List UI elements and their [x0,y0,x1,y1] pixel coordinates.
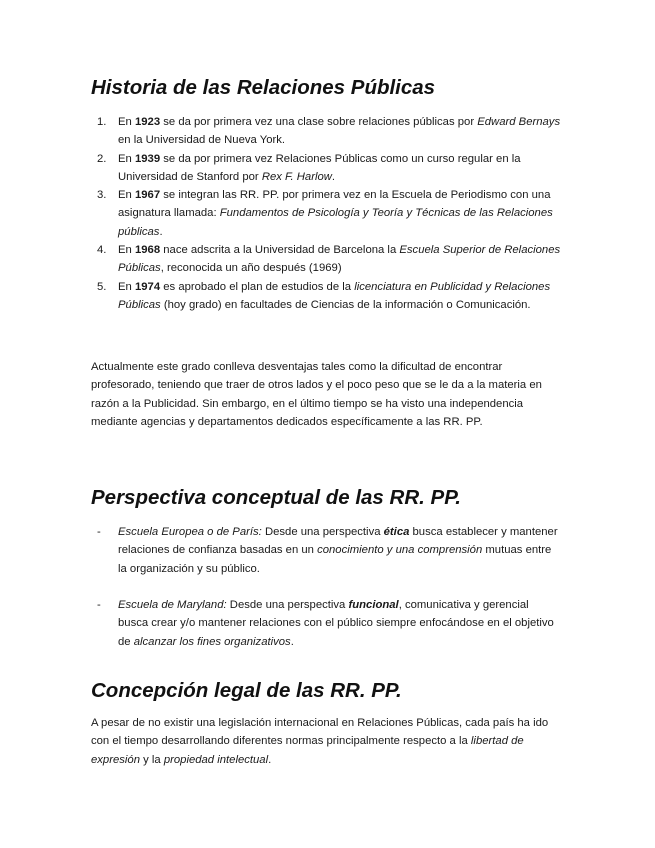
dash-bullet: - [97,526,101,538]
school-name: Escuela de Maryland: [118,599,227,612]
degree-name: licenciatura en Publicidad y Relaciones Públicas [118,280,551,311]
year: 1968 [134,244,161,257]
list-item: 4. En 1968 nace adscrita a la Universidad de Barcelona la Escuela Superior de Relaciones Públicas, reconocida un año después (1969) [91,241,561,278]
list-number: 4. [97,244,107,257]
year: 1967 [134,189,161,202]
list-item: - Escuela de Maryland: Desde una perspectiva funcional, comunicativa y gerencial busca crear y/o mantener relaciones con el público siempre enfocándose en el objetivo de alcanzar los fines organizativos. [91,596,561,651]
person-name: Rex F. Harlow [261,170,332,183]
history-list [91,113,561,314]
section-title-legal: Concepción legal de las RR. PP. [91,679,402,702]
list-item: - Escuela Europea o de París: Desde una perspectiva ética busca establecer y mantener relaciones de confianza basadas en un conocimiento y una comprensión mutuas entre la organización y su público. [91,523,561,578]
key-term: ética [383,526,410,538]
list-item: 3. En 1967 se integran las RR. PP. por primera vez en la Escuela de Periodismo con una asignatura llamada: Fundamentos de Psicología y Teoría y Técnicas de las Relaciones públicas. [91,186,561,241]
section-title-history: Historia de las Relaciones Públicas [91,76,436,99]
list-number: 5. [97,280,107,293]
list-number: 2. [97,152,107,165]
person-name: Edward Bernays [477,116,561,128]
key-term: funcional [348,599,399,612]
year: 1923 [134,116,161,128]
year: 1939 [134,152,161,165]
dash-bullet: - [97,599,101,612]
list-item: 5. En 1974 es aprobado el plan de estudios de la licenciatura en Publicidad y Relaciones Públicas (hoy grado) en facultades de Ciencias de la información o Comunicación. [91,278,561,315]
school-name: Escuela Europea o de París: [118,526,262,538]
year: 1974 [134,280,161,293]
school-name: Escuela Superior de Relaciones Públicas [118,244,561,275]
perspective-list [91,523,561,651]
list-item: 1. En 1923 se da por primera vez una clase sobre relaciones públicas por Edward Bernays en la Universidad de Nueva York. [91,113,561,150]
course-name: Fundamentos de Psicología y Teoría y Técnicas de las Relaciones públicas [118,207,553,238]
section-title-perspective: Perspectiva conceptual de las RR. PP. [91,486,461,509]
list-item: 2. En 1939 se da por primera vez Relaciones Públicas como un curso regular en la Universidad de Stanford por Rex F. Harlow. [91,150,561,187]
list-number: 1. [97,116,107,128]
history-paragraph: Actualmente este grado conlleva desventajas tales como la dificultad de encontrar profesorado, teniendo que traer de otros lados y el poco peso que se le da a la materia en razón a la Publicidad. Sin embargo, en el último tiempo se ha visto una independencia mediante agencias y departamentos dedicados específicamente a las RR. PP. [91,361,542,428]
legal-paragraph: A pesar de no existir una legislación internacional en Relaciones Públicas, cada país ha ido con el tiempo desarrollando diferentes normas principalmente respecto a la libertad de expresión y la propiedad intelectual. [91,717,549,766]
list-number: 3. [97,189,107,202]
